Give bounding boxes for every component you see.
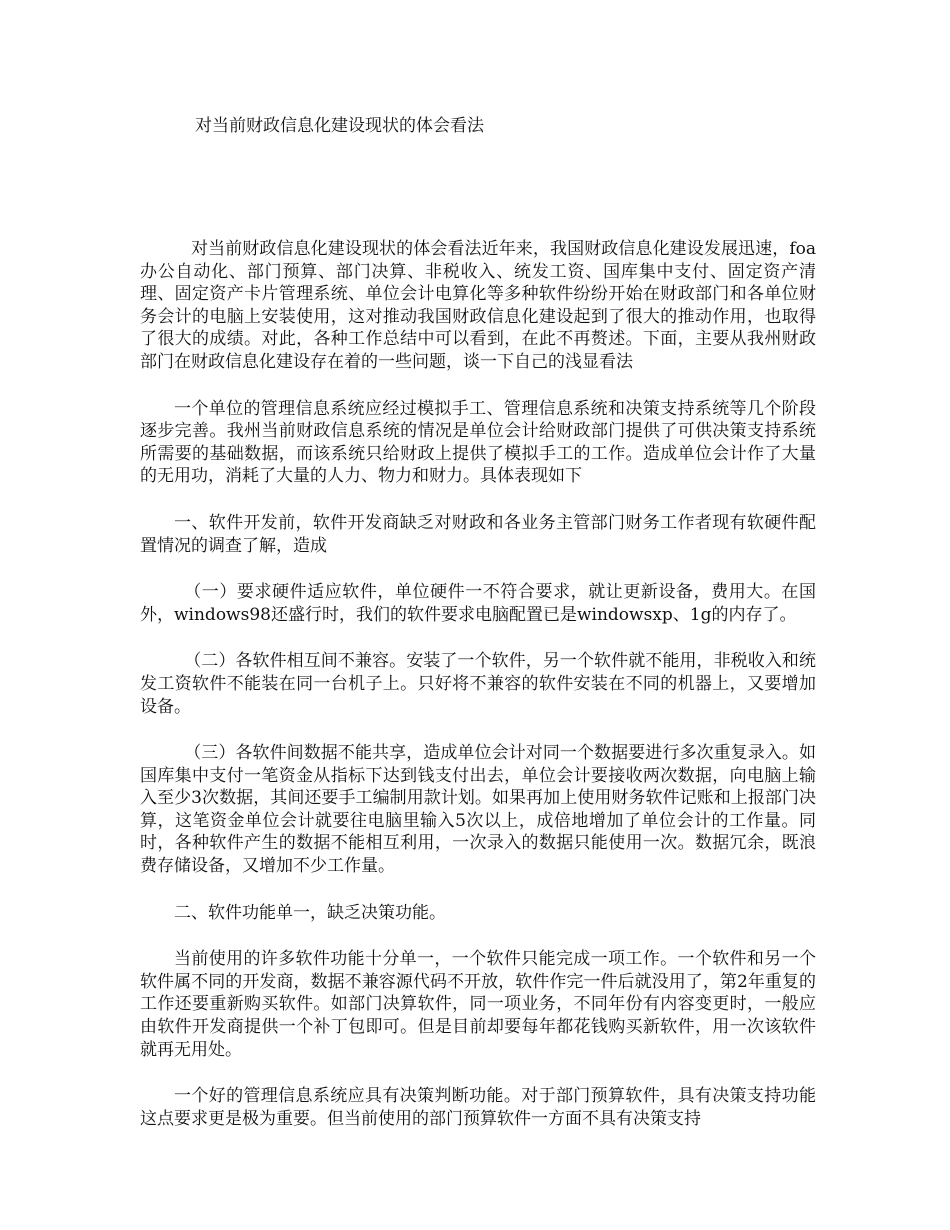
paragraph-item-three: （三）各软件间数据不能共享，造成单位会计对同一个数据要进行多次重复录入。如国库集中支付一笔资金从指标下达到钱支付出去，单位会计要接收两次数据，向电脑上输入至少3次数据，其间还要手工编制用款计划。如果再加上使用财务软件记账和上报部门决算，这笔资金单位会计就要往电脑里输入5次以上，成倍地增加了单位会计的工作量。同时，各种软件产生的数据不能相互利用，一次录入的数据只能使用一次。数据冗余，既浪费存储设备，又增加不少工作量。 <box>140 743 816 877</box>
paragraph-item-one: （一）要求硬件适应软件，单位硬件一不符合要求，就让更新设备，费用大。在国外，windows98还盛行时，我们的软件要求电脑配置已是windowsxp、1g的内存了。 <box>140 582 816 625</box>
document-body <box>140 238 816 1154</box>
paragraph-item-two: （二）各软件相互间不兼容。安装了一个软件，另一个软件就不能用，非税收入和统发工资软件不能装在同一台机子上。只好将不兼容的软件安装在不同的机器上，又要增加设备。 <box>140 651 816 717</box>
paragraph-section-two-heading: 二、软件功能单一，缺乏决策功能。 <box>174 902 446 923</box>
paragraph-intro: 对当前财政信息化建设现状的体会看法近年来，我国财政信息化建设发展迅速，foa办公自动化、部门预算、部门决算、非税收入、统发工资、国库集中支付、固定资产清理、固定资产卡片管理系统、单位会计电算化等多种软件纷纷开始在财政部门和各单位财务会计的电脑上安装使用，这对推动我国财政信息化建设起到了很大的推动作用，也取得了很大的成绩。对此，各种工作总结中可以看到，在此不再赘述。下面，主要从我州财政部门在财政信息化建设存在着的一些问题，谈一下自己的浅显看法 <box>140 239 816 372</box>
paragraph-single-function: 当前使用的许多软件功能十分单一，一个软件只能完成一项工作。一个软件和另一个软件属不同的开发商，数据不兼容源代码不开放，软件作完一件后就没用了，第2年重复的工作还要重新购买软件。如部门决算软件，同一项业务，不同年份有内容变更时，一般应由软件开发商提供一个补丁包即可。但是目前却要每年都花钱购买新软件，用一次该软件就再无用处。 <box>140 949 816 1060</box>
paragraph-mis-stages: 一个单位的管理信息系统应经过模拟手工、管理信息系统和决策支持系统等几个阶段逐步完善。我州当前财政信息系统的情况是单位会计给财政部门提供了可供决策支持系统所需要的基础数据，而该系统只给财政上提供了模拟手工的工作。造成单位会计作了大量的无用功，消耗了大量的人力、物力和财力。具体表现如下 <box>140 398 816 487</box>
paragraph-decision-support: 一个好的管理信息系统应具有决策判断功能。对于部门预算软件，具有决策支持功能这点要求更是极为重要。但当前使用的部门预算软件一方面不具有决策支持 <box>140 1086 816 1129</box>
paragraph-section-one-heading: 一、软件开发前，软件开发商缺乏对财政和各业务主管部门财务工作者现有软硬件配置情况的调查了解，造成 <box>140 512 816 556</box>
document-title: 对当前财政信息化建设现状的体会看法 <box>195 116 484 136</box>
